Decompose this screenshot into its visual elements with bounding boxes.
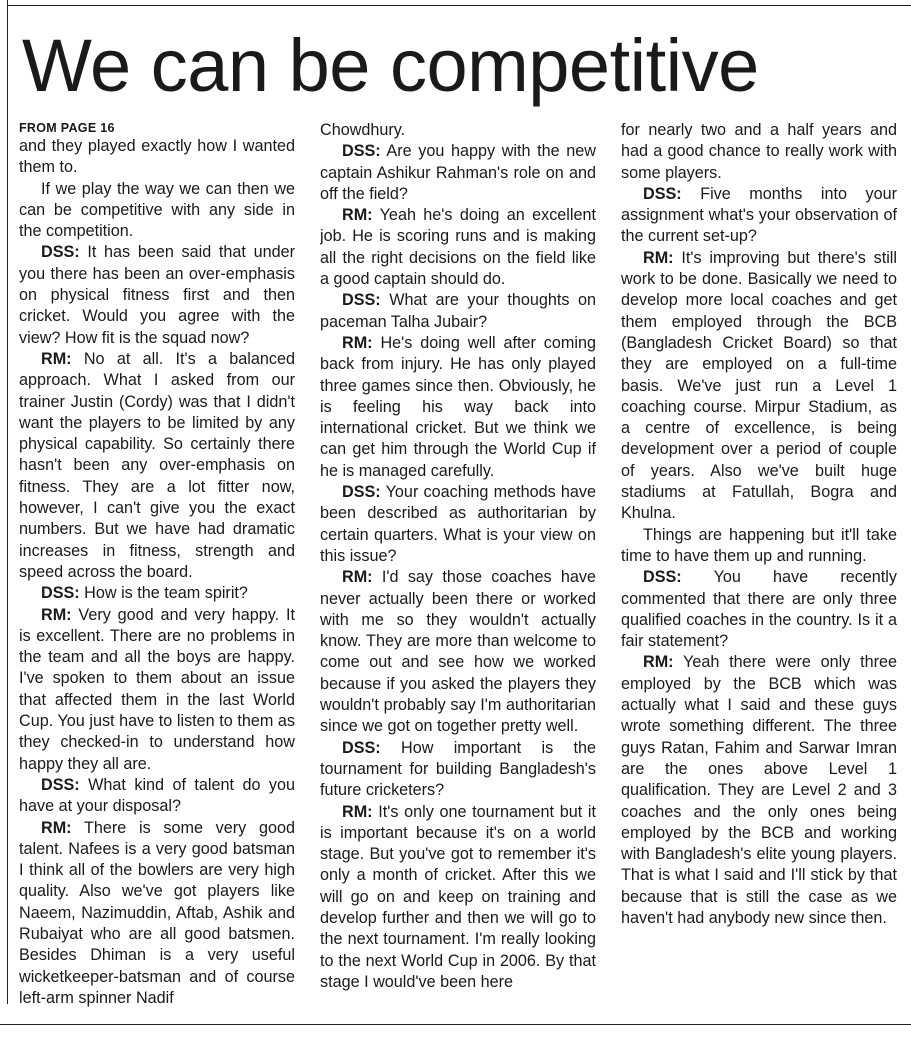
paragraph-text: Five months into your assignment what's your observation of the current set-up?	[621, 184, 897, 246]
article-paragraph	[621, 120, 897, 184]
article-paragraph	[19, 818, 295, 1010]
speaker-label: RM:	[643, 248, 674, 267]
speaker-label: DSS:	[342, 483, 381, 502]
article-paragraph	[621, 652, 897, 929]
speaker-label: DSS:	[41, 243, 80, 262]
paragraph-text: Yeah there were only three employed by the BCB which was actually what I said and these guys wrote something different. The three guys Ratan, Fahim and Sarwar Imran are the ones above Level 1 qualification. They are Level 2 and 3 coaches and the only ones being employed by the BCB and working with Bangladesh's elite young players. That is what I said and I'll stick by that because that is still the case as we haven't had anybody new since then.	[621, 653, 897, 927]
paragraph-text: Chowdhury.	[320, 121, 406, 139]
headline: We can be competitive	[22, 24, 759, 107]
speaker-label: RM:	[342, 802, 373, 821]
speaker-label: RM:	[41, 818, 72, 837]
article-paragraph	[19, 349, 295, 583]
top-rule	[7, 5, 911, 6]
article-paragraph	[320, 482, 596, 567]
speaker-label: DSS:	[41, 775, 80, 794]
speaker-label: DSS:	[643, 184, 682, 203]
paragraph-text: What are your thoughts on paceman Talha Jubair?	[320, 291, 596, 331]
column-1	[19, 120, 295, 1025]
paragraph-text: Your coaching methods have been described as authoritarian by certain quarters. What is your view on this issue?	[320, 483, 596, 565]
paragraph-text: Are you happy with the new captain Ashikur Rahman's role on and off the field?	[320, 142, 596, 203]
speaker-label: RM:	[342, 206, 373, 225]
article-paragraph	[621, 248, 897, 525]
paragraph-text: How is the team spirit?	[79, 584, 248, 603]
paragraph-text: You have recently commented that there are only three qualified coaches in the country. Is it a fair statement?	[621, 568, 897, 651]
column-2	[320, 120, 596, 1025]
speaker-label: RM:	[41, 605, 72, 624]
article-paragraph	[621, 567, 897, 652]
article-paragraph	[19, 583, 295, 604]
article-paragraph	[320, 120, 596, 141]
paragraph-text: Yeah he's doing an excellent job. He is scoring runs and is making all the right decisions on the field like a good captain should do.	[320, 206, 596, 289]
paragraph-text: and they played exactly how I wanted them to.	[19, 137, 295, 177]
paragraph-text: How important is the tournament for building Bangladesh's future cricketers?	[320, 738, 596, 800]
speaker-label: RM:	[643, 653, 674, 672]
article-paragraph	[320, 802, 596, 994]
paragraph-text: It's only one tournament but it is important because it's on a world stage. But you've got to remember it's only a month of cricket. After this we will go on and keep on training and develop further and then we will go to the next tournament. I'm really looking to the next World Cup in 2006. By that stage I would've been here	[320, 802, 596, 991]
article-paragraph	[621, 184, 897, 248]
paragraph-text: I'd say those coaches have never actually been there or worked with me so they wouldn't actually know. They are more than welcome to come out and see how we worked because if you asked the players they wouldn't probably say I'm authoritarian since we got on together pretty well.	[320, 568, 596, 736]
article-paragraph	[320, 205, 596, 290]
paragraph-text: What kind of talent do you have at your disposal?	[19, 775, 295, 816]
article-paragraph	[320, 290, 596, 333]
speaker-label: DSS:	[342, 738, 381, 757]
article-paragraph	[320, 738, 596, 802]
paragraph-text: for nearly two and a half years and had a good chance to really work with some players.	[621, 121, 897, 182]
paragraph-text: It has been said that under you there has been an over-emphasis on physical fitness first and then cricket. Would you agree with the view? How fit is the squad now?	[19, 243, 295, 347]
speaker-label: DSS:	[342, 142, 381, 161]
article-paragraph	[320, 141, 596, 205]
article-paragraph	[19, 605, 295, 775]
article-paragraph	[621, 525, 897, 568]
article-paragraph	[19, 775, 295, 818]
paragraph-text: Things are happening but it'll take time to have them up and running.	[621, 525, 897, 565]
paragraph-text: No at all. It's a balanced approach. What I asked from our trainer Justin (Cordy) was that I didn't want the players to be limited by any physical capability. So certainly there hasn't been any over-emphasis on fitness. They are a lot fitter now, however, I can't give you the exact numbers. But we have had dramatic increases in fitness, strength and speed across the board.	[19, 349, 295, 581]
paragraph-text: There is some very good talent. Nafees is a very good batsman I think all of the bowlers are very high quality. Also we've got players like Naeem, Nazimuddin, Aftab, Ashik and Rubaiyat who are all good batsmen. Besides Dhiman is a very useful wicketkeeper-batsman and of course left-arm spinner Nadif	[19, 818, 295, 1007]
article-paragraph	[19, 242, 295, 348]
paragraph-text: Very good and very happy. It is excellent. There are no problems in the team and all the boys are happy. I've spoken to them about an issue that affected them in the last World Cup. You just have to listen to them as they checked-in to understand how happy they all are.	[19, 605, 295, 773]
paragraph-text: If we play the way we can then we can be competitive with any side in the competition.	[19, 179, 295, 241]
continued-from-kicker: FROM PAGE 16	[19, 121, 115, 135]
paragraph-text: He's doing well after coming back from injury. He has only played three games since then. Obviously, he is feeling his way back into international cricket. But we think we can get him through the World Cup if he is managed carefully.	[320, 333, 596, 480]
speaker-label: DSS:	[41, 584, 80, 603]
speaker-label: DSS:	[342, 291, 381, 310]
article-paragraph	[320, 567, 596, 737]
speaker-label: RM:	[342, 568, 373, 587]
speaker-label: RM:	[342, 333, 373, 352]
column-3	[621, 120, 897, 1025]
speaker-label: DSS:	[643, 568, 682, 587]
left-frame-rule	[7, 0, 8, 1004]
speaker-label: RM:	[41, 349, 72, 368]
article-paragraph	[19, 136, 295, 179]
article-paragraph	[19, 179, 295, 243]
article-paragraph	[320, 333, 596, 482]
paragraph-text: It's improving but there's still work to be done. Basically we need to develop more local coaches and get them employed through the BCB (Bangladesh Cricket Board) so that they are employed on a full-time basis. We've just run a Level 1 coaching course. Mirpur Stadium, as a centre of excellence, is being development over a period of couple of years. Also we've built huge stadiums at Fatullah, Bogra and Khulna.	[621, 248, 897, 523]
